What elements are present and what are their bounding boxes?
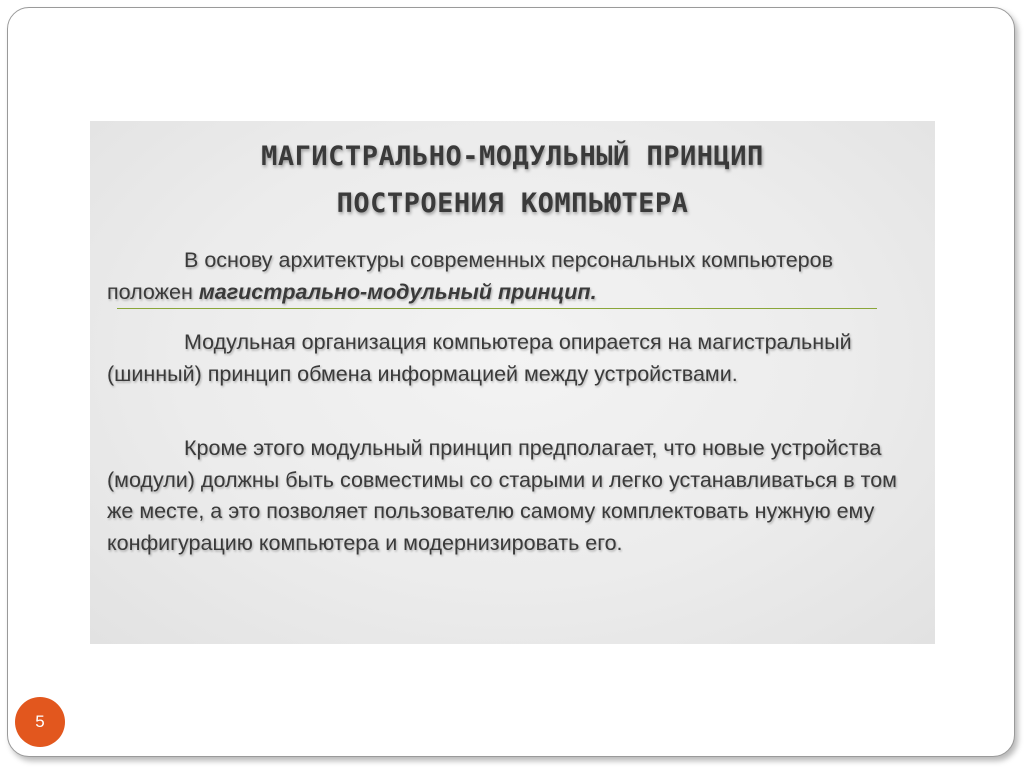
paragraph-compatibility — [107, 433, 912, 559]
paragraph-architecture-text: В основу архитектуры современных персональных компьютеров положен — [107, 248, 834, 304]
paragraph-architecture-emphasis: магистрально-модульный принцип. — [198, 279, 597, 304]
slide-content-image — [90, 121, 935, 644]
paragraph-architecture — [107, 245, 912, 308]
divider-line — [117, 308, 877, 309]
page-number-badge: 5 — [15, 697, 65, 747]
slide-title-line-2: ПОСТРОЕНИЯ КОМПЬЮТЕРА — [336, 188, 689, 219]
paragraph-modular-organization — [107, 327, 912, 390]
paragraph-compatibility-text: Кроме этого модульный принцип предполагает, что новые устройства (модули) должны быть совместимы со старыми и легко устанавливаться в том же месте, а это позволяет пользователю самому комплектовать нужную ему конфигурацию компьютера и модернизировать его. — [107, 436, 897, 555]
slide-title-line-1: МАГИСТРАЛЬНО-МОДУЛЬНЫЙ ПРИНЦИП — [261, 141, 764, 172]
paragraph-modular-organization-text: Модульная организация компьютера опирается на магистральный (шинный) принцип обмена информацией между устройствами. — [107, 330, 852, 386]
